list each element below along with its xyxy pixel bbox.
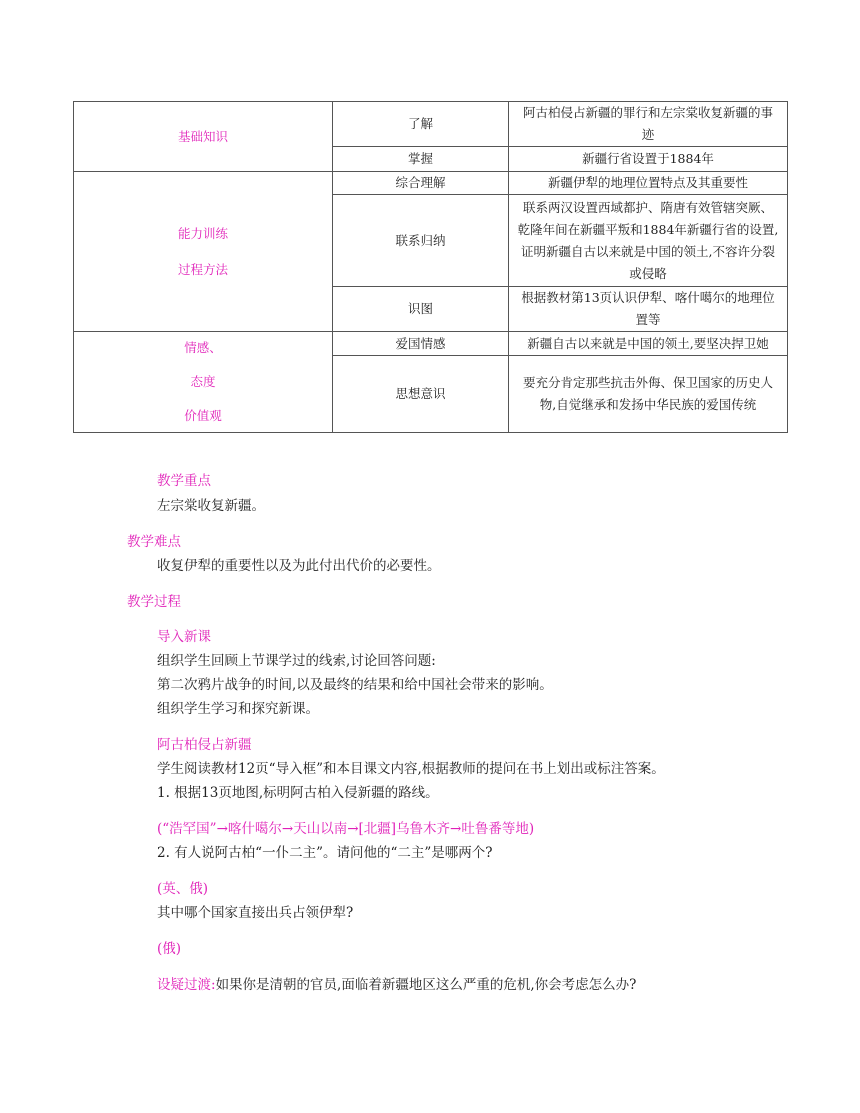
level-cell: 了解 bbox=[333, 102, 509, 147]
level-cell: 联系归纳 bbox=[333, 195, 509, 287]
question-1: 1. 根据13页地图,标明阿古柏入侵新疆的路线。 bbox=[157, 785, 439, 801]
level-cell: 爱国情感 bbox=[333, 332, 509, 356]
table-row bbox=[74, 102, 788, 147]
intro-heading: 导入新课 bbox=[157, 629, 211, 645]
process-heading: 教学过程 bbox=[127, 594, 181, 610]
key-point-heading: 教学重点 bbox=[157, 473, 211, 489]
intro-line: 组织学生回顾上节课学过的线索,讨论回答问题: bbox=[157, 653, 436, 669]
desc-cell: 新疆行省设置于1884年 bbox=[509, 147, 788, 172]
level-cell: 综合理解 bbox=[333, 172, 509, 195]
intro-line: 组织学生学习和探究新课。 bbox=[157, 701, 319, 717]
category-cell: 情感、 态度 价值观 bbox=[74, 332, 333, 433]
question-2: 2. 有人说阿古柏“一仆二主”。请问他的“二主”是哪两个? bbox=[157, 845, 493, 861]
difficulty-heading: 教学难点 bbox=[127, 534, 181, 550]
desc-cell: 阿古柏侵占新疆的罪行和左宗棠收复新疆的事迹 bbox=[509, 102, 788, 147]
transition-text: 如果你是清朝的官员,面临着新疆地区这么严重的危机,你会考虑怎么办? bbox=[215, 977, 637, 993]
desc-cell: 要充分肯定那些抗击外侮、保卫国家的历史人物,自觉继承和发扬中华民族的爱国传统 bbox=[509, 356, 788, 433]
category-cell: 能力训练 过程方法 bbox=[74, 172, 333, 332]
table-row bbox=[74, 172, 788, 195]
desc-cell: 新疆伊犁的地理位置特点及其重要性 bbox=[509, 172, 788, 195]
difficulty-text: 收复伊犁的重要性以及为此付出代价的必要性。 bbox=[157, 558, 441, 574]
transition-line bbox=[157, 973, 636, 993]
key-point-text: 左宗棠收复新疆。 bbox=[157, 498, 265, 514]
transition-label: 设疑过渡: bbox=[157, 977, 216, 993]
category-cell: 基础知识 bbox=[74, 102, 333, 172]
answer-3: (俄) bbox=[157, 941, 182, 957]
level-cell: 思想意识 bbox=[333, 356, 509, 433]
desc-cell: 新疆自古以来就是中国的领土,要坚决捍卫她 bbox=[509, 332, 788, 356]
level-cell: 掌握 bbox=[333, 147, 509, 172]
section-heading: 阿古柏侵占新疆 bbox=[157, 737, 252, 753]
desc-cell: 根据教材第13页认识伊犁、喀什噶尔的地理位置等 bbox=[509, 287, 788, 332]
level-cell: 识图 bbox=[333, 287, 509, 332]
table-row bbox=[74, 332, 788, 356]
answer-1: (“浩罕国”→喀什噶尔→天山以南→[北疆]乌鲁木齐→吐鲁番等地) bbox=[157, 821, 535, 837]
section-line: 学生阅读教材12页“导入框”和本目课文内容,根据教师的提问在书上划出或标注答案。 bbox=[157, 761, 665, 777]
question-3: 其中哪个国家直接出兵占领伊犁? bbox=[157, 905, 354, 921]
desc-cell: 联系两汉设置西域都护、隋唐有效管辖突厥、乾隆年间在新疆平叛和1884年新疆行省的设置,证明新疆自古以来就是中国的领土,不容许分裂或侵略 bbox=[509, 195, 788, 287]
objectives-table bbox=[73, 101, 788, 433]
intro-line: 第二次鸦片战争的时间,以及最终的结果和给中国社会带来的影响。 bbox=[157, 677, 553, 693]
answer-2: (英、俄) bbox=[157, 881, 209, 897]
